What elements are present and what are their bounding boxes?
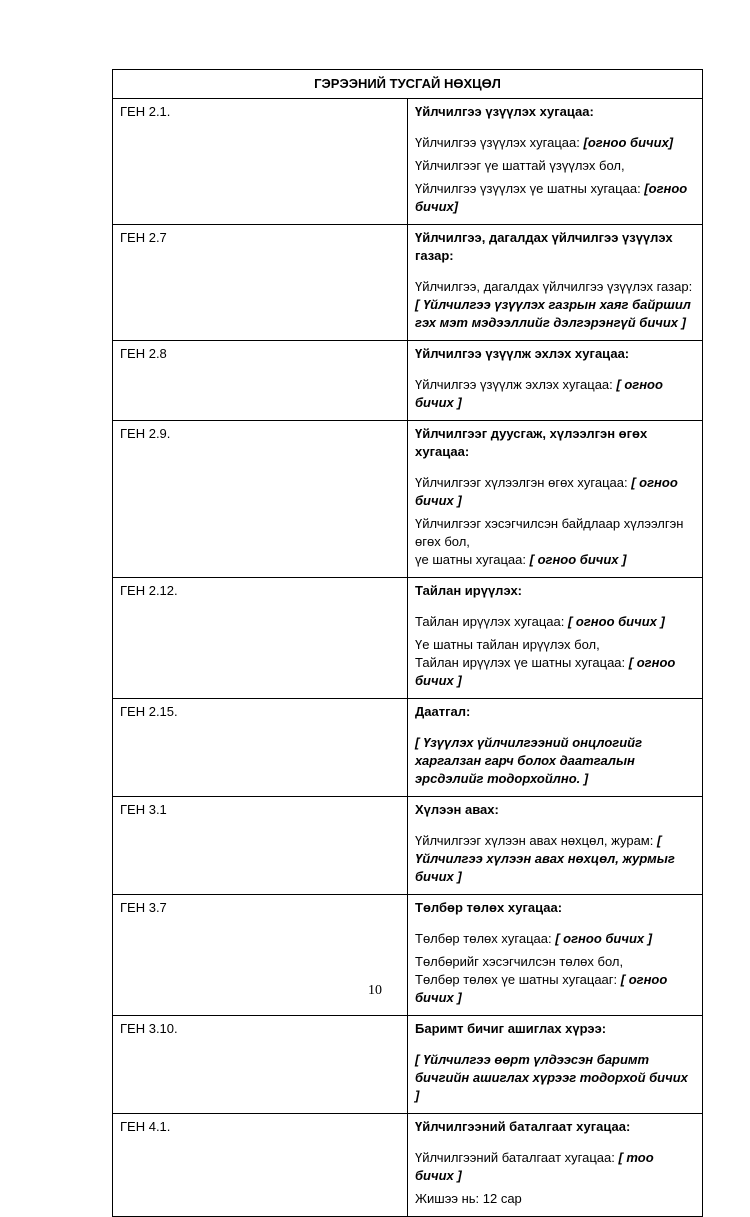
clause-placeholder: [ огноо бичих ] xyxy=(567,614,665,629)
clause-text: Үйлчилгээ үзүүлэх үе шатны хугацаа: xyxy=(415,181,645,196)
clause-body xyxy=(408,421,703,578)
clause-placeholder: [ Үйлчилгээ өөрт үлдээсэн баримт бичгийн ашиглах хүрээг тодорхой бичих ] xyxy=(415,1052,688,1103)
clause-line xyxy=(415,515,694,569)
clause-text: Үйлчилгээ үзүүлэх хугацаа: xyxy=(415,135,584,150)
clause-placeholder: [ огноо бичих ] xyxy=(415,972,668,1005)
clause-code: ГЕН 2.9. xyxy=(113,421,408,578)
clause-code: ГЕН 3.7 xyxy=(113,895,408,1016)
clause-text: Үе шатны тайлан ирүүлэх бол, Тайлан ирүүлэх үе шатны хугацаа: xyxy=(415,637,626,670)
clause-code: ГЕН 2.7 xyxy=(113,225,408,341)
clause-placeholder: [ огноо бичих ] xyxy=(529,552,627,567)
clause-body xyxy=(408,797,703,895)
clause-text: Үйлчилгээ үзүүлж эхлэх хугацаа: xyxy=(415,377,617,392)
table-title: ГЭРЭЭНИЙ ТУСГАЙ НӨХЦӨЛ xyxy=(113,70,703,99)
page-number: 10 xyxy=(368,983,382,998)
clause-placeholder: [ огноо бичих ] xyxy=(415,377,663,410)
clause-body xyxy=(408,1114,703,1217)
clause-line xyxy=(415,613,694,631)
clause-line xyxy=(415,157,694,175)
clause-text: Үйлчилгээний баталгаат хугацаа: xyxy=(415,1150,619,1165)
clause-code: ГЕН 3.10. xyxy=(113,1016,408,1114)
clause-placeholder: [ огноо бичих ] xyxy=(555,931,653,946)
table-row xyxy=(113,225,703,341)
special-conditions-table xyxy=(112,69,703,1217)
clause-text: Үйлчилгээг хэсэгчилсэн байдлаар хүлээлгэн өгөх бол, үе шатны хугацаа: xyxy=(415,516,684,567)
table-row xyxy=(113,421,703,578)
clause-code: ГЕН 2.1. xyxy=(113,99,408,225)
clause-placeholder: [огноо бичих] xyxy=(415,181,688,214)
table-row xyxy=(113,578,703,699)
clause-code: ГЕН 2.15. xyxy=(113,699,408,797)
clause-line xyxy=(415,134,694,152)
clause-body xyxy=(408,578,703,699)
clause-line xyxy=(415,1149,694,1185)
clause-heading: Үйлчилгээ, дагалдах үйлчилгээ үзүүлэх газар: xyxy=(415,230,673,263)
clause-heading: Үйлчилгээний баталгаат хугацаа: xyxy=(415,1119,631,1134)
clause-code: ГЕН 4.1. xyxy=(113,1114,408,1217)
clause-text: Жишээ нь: 12 сар xyxy=(415,1191,522,1206)
clause-text: Үйлчилгээг хүлээлгэн өгөх хугацаа: xyxy=(415,475,632,490)
clause-line xyxy=(415,636,694,690)
table-row xyxy=(113,341,703,421)
table-row xyxy=(113,797,703,895)
clause-line xyxy=(415,180,694,216)
clause-text: Тайлан ирүүлэх хугацаа: xyxy=(415,614,568,629)
clause-heading: Үйлчилгээг дуусгаж, хүлээлгэн өгөх хугацаа: xyxy=(415,426,648,459)
clause-line xyxy=(415,474,694,510)
clause-line xyxy=(415,278,694,332)
clause-heading: Баримт бичиг ашиглах хүрээ: xyxy=(415,1021,607,1036)
clause-body xyxy=(408,341,703,421)
clause-placeholder: [огноо бичих] xyxy=(583,135,674,150)
clause-placeholder: [ Үзүүлэх үйлчилгээний онцлогийг харгалзан гарч болох даатгалын эрсдэлийг тодорхойлно. ] xyxy=(415,735,643,786)
table-row xyxy=(113,1114,703,1217)
clause-heading: Тайлан ирүүлэх: xyxy=(415,583,523,598)
table-row xyxy=(113,699,703,797)
clause-text: Төлбөр төлөх хугацаа: xyxy=(415,931,556,946)
clause-heading: Төлбөр төлөх хугацаа: xyxy=(415,900,563,915)
clause-line xyxy=(415,1190,694,1208)
clause-line xyxy=(415,832,694,886)
clause-placeholder: [ Үйлчилгээ үзүүлэх газрын хаяг байршил гэх мэт мэдээллийг дэлгэрэнгүй бичих ] xyxy=(415,297,691,330)
table-row xyxy=(113,1016,703,1114)
clause-heading: Үйлчилгээ үзүүлэх хугацаа: xyxy=(415,104,594,119)
clause-line xyxy=(415,734,694,788)
clause-line xyxy=(415,1051,694,1105)
table-row xyxy=(113,99,703,225)
clause-text: Төлбөрийг хэсэгчилсэн төлөх бол, Төлбөр төлөх үе шатны хугацааг: xyxy=(415,954,624,987)
clause-line xyxy=(415,376,694,412)
clause-placeholder: [ огноо бичих ] xyxy=(415,655,676,688)
clause-placeholder: [ огноо бичих ] xyxy=(415,475,678,508)
clause-heading: Хүлээн авах: xyxy=(415,802,499,817)
clause-placeholder: [ Үйлчилгээ хүлээн авах нөхцөл, журмыг бичих ] xyxy=(415,833,675,884)
table-title-row xyxy=(113,70,703,99)
clause-text: Үйлчилгээ, дагалдах үйлчилгээ үзүүлэх газар: xyxy=(415,279,693,294)
clause-body xyxy=(408,699,703,797)
clause-code: ГЕН 3.1 xyxy=(113,797,408,895)
clause-heading: Үйлчилгээ үзүүлж эхлэх хугацаа: xyxy=(415,346,630,361)
clause-text: Үйлчилгээг хүлээн авах нөхцөл, журам: xyxy=(415,833,657,848)
clause-text: Үйлчилгээг үе шаттай үзүүлэх бол, xyxy=(415,158,625,173)
clause-heading: Даатгал: xyxy=(415,704,471,719)
clause-code: ГЕН 2.12. xyxy=(113,578,408,699)
clause-placeholder: [ тоо бичих ] xyxy=(415,1150,654,1183)
clause-line xyxy=(415,930,694,948)
clause-body xyxy=(408,225,703,341)
clause-body xyxy=(408,99,703,225)
clause-code: ГЕН 2.8 xyxy=(113,341,408,421)
clause-body xyxy=(408,1016,703,1114)
